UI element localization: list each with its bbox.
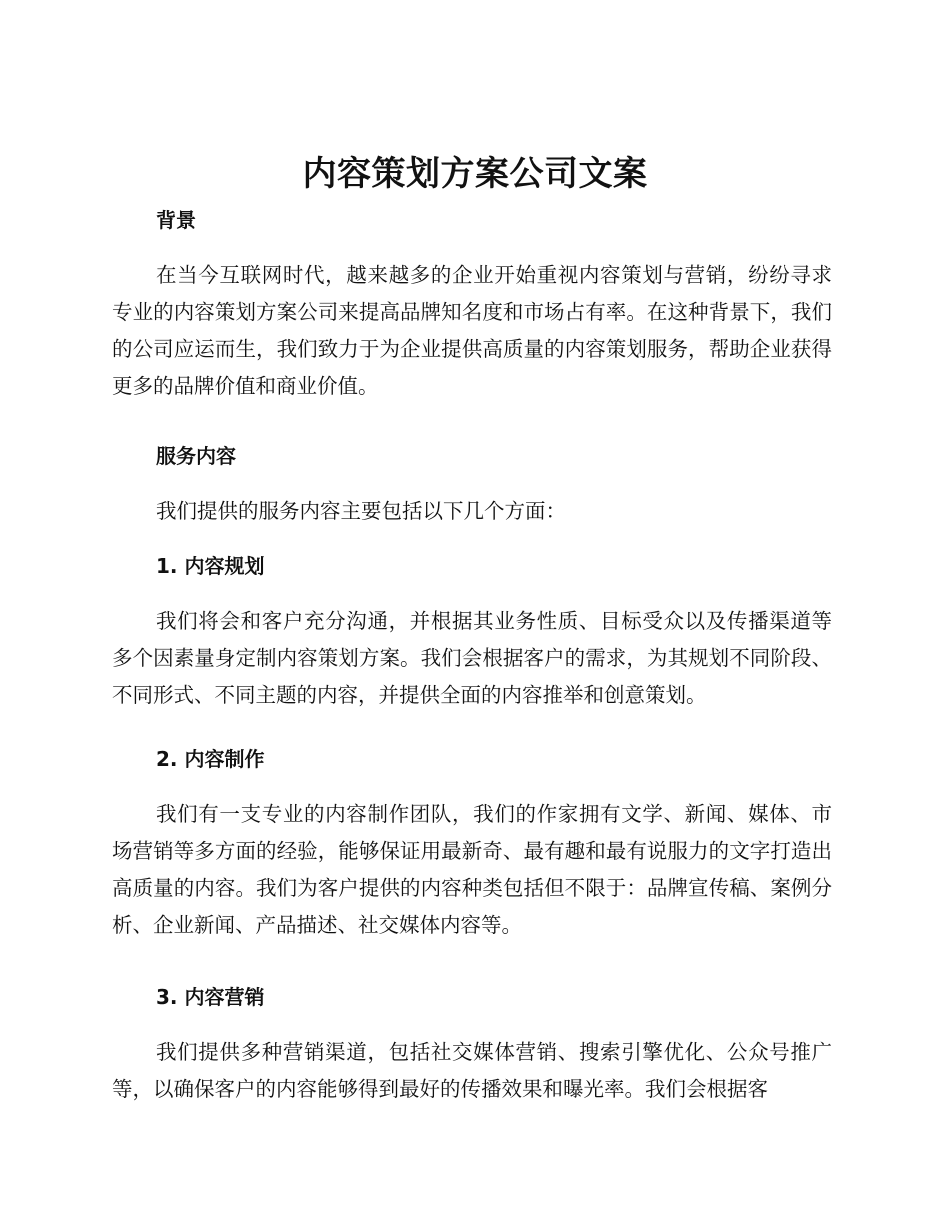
section-heading-services: 服务内容	[156, 444, 236, 468]
section-paragraph-background: 在当今互联网时代，越来越多的企业开始重视内容策划与营销，纷纷寻求专业的内容策划方案公司来提高品牌知名度和市场占有率。在这种背景下，我们的公司应运而生，我们致力于为企业提供高质量的内容策划服务，帮助企业获得更多的品牌价值和商业价值。	[112, 263, 832, 398]
section-heading-background: 背景	[156, 208, 196, 232]
section-heading-content-planning: 1. 内容规划	[156, 554, 265, 578]
section-paragraph-content-production: 我们有一支专业的内容制作团队，我们的作家拥有文学、新闻、媒体、市场营销等多方面的经验，能够保证用最新奇、最有趣和最有说服力的文字打造出高质量的内容。我们为客户提供的内容种类包括但不限于：品牌宣传稿、案例分析、企业新闻、产品描述、社交媒体内容等。	[112, 802, 832, 937]
section-paragraph-services: 我们提供的服务内容主要包括以下几个方面：	[156, 499, 566, 523]
section-heading-content-marketing: 3. 内容营销	[156, 985, 265, 1009]
section-heading-content-production: 2. 内容制作	[156, 747, 265, 771]
section-paragraph-content-marketing: 我们提供多种营销渠道，包括社交媒体营销、搜索引擎优化、公众号推广等，以确保客户的内容能够得到最好的传播效果和曝光率。我们会根据客	[112, 1040, 832, 1101]
section-paragraph-content-planning: 我们将会和客户充分沟通，并根据其业务性质、目标受众以及传播渠道等多个因素量身定制内容策划方案。我们会根据客户的需求，为其规划不同阶段、不同形式、不同主题的内容，并提供全面的内容推举和创意策划。	[112, 609, 832, 707]
document-title: 内容策划方案公司文案	[302, 154, 648, 194]
